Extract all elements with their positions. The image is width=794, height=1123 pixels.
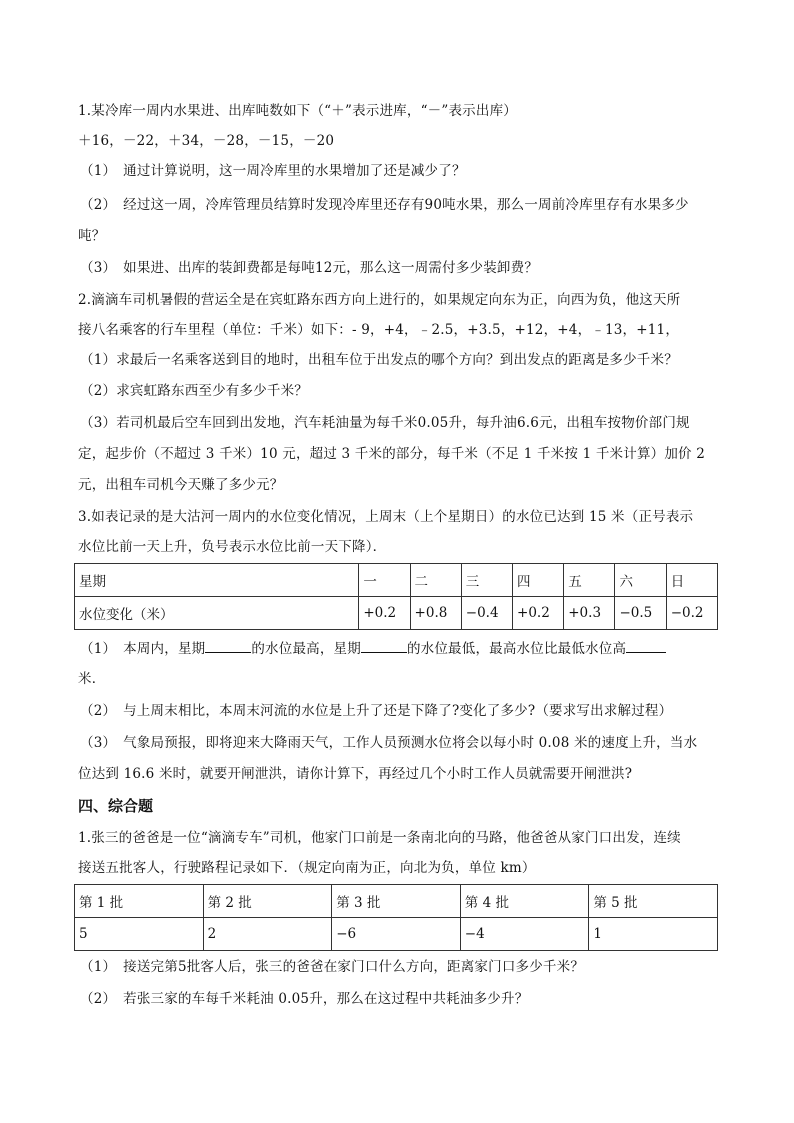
- table-cell-day: 二: [410, 564, 461, 597]
- water-level-table: [74, 563, 718, 630]
- table-cell-value: +0.2: [359, 597, 410, 630]
- q1-values: ＋16，－22，＋34，－28，－15，－20: [78, 133, 335, 149]
- q1-part3: （3） 如果进、出库的装卸费都是每吨12元，那么这一周需付多少装卸费？: [80, 260, 539, 276]
- table-cell-day: 四: [513, 564, 564, 597]
- q2-part3-line3: 元，出租车司机今天赚了多少元？: [78, 477, 284, 493]
- trip-distance-table: [74, 884, 718, 951]
- q3-part1-line1: [80, 637, 720, 659]
- s4-q1-stem-line1: 1.张三的爸爸是一位“滴滴专车”司机，他家门口前是一条南北向的马路，他爸爸从家门口出发，连续: [78, 830, 681, 846]
- table-row: [75, 564, 718, 597]
- table-cell-value: 1: [589, 918, 718, 951]
- table-header-cell: 第 1 批: [75, 885, 204, 918]
- q1-part2-line1: （2） 经过这一周，冷库管理员结算时发现冷库里还存有90吨水果，那么一周前冷库里存有水果多少: [80, 197, 689, 213]
- q3-stem-line2: 水位比前一天上升，负号表示水位比前一天下降）．: [78, 539, 387, 555]
- q3-part2: （2） 与上周末相比，本周末河流的水位是上升了还是下降了?变化了多少?（要求写出求解过程）: [80, 703, 673, 719]
- table-cell-day: 五: [564, 564, 615, 597]
- q1-part2-line2: 吨？: [78, 228, 106, 244]
- table-header-cell: 第 4 批: [460, 885, 589, 918]
- table-header-cell: 第 3 批: [332, 885, 461, 918]
- answer-blank[interactable]: [205, 637, 251, 653]
- table-row: [75, 918, 718, 951]
- table-cell-value: −4: [460, 918, 589, 951]
- q2-part3-line1: （3）若司机最后空车回到出发地，汽车耗油量为每千米0.05升，每升油6.6元，出租车按物价部门规: [80, 415, 690, 431]
- table-cell-day: 六: [615, 564, 666, 597]
- q3-part3-line2: 位达到 16.6 米时，就要开闸泄洪，请你计算下，再经过几个小时工作人员就需要开闸泄洪?: [78, 766, 633, 782]
- answer-blank[interactable]: [361, 637, 407, 653]
- table-cell-value: +0.2: [513, 597, 564, 630]
- table-cell-value: −0.4: [461, 597, 512, 630]
- q1-stem: 1.某冷库一周内水果进、出库吨数如下（“＋”表示进库，“－”表示出库）: [78, 103, 517, 119]
- q1-part1: （1） 通过计算说明，这一周冷库里的水果增加了还是减少了？: [80, 163, 466, 179]
- table-cell-value: −0.2: [666, 597, 717, 630]
- q3-part1-text-a: （1） 本周内，星期: [80, 641, 206, 657]
- q3-part3-line1: （3） 气象局预报，即将迎来大降雨天气，工作人员预测水位将会以每小时 0.08 米的速度上升，当水: [80, 735, 698, 751]
- table-row: [75, 885, 718, 918]
- q2-part3-line2: 定，起步价（不超过 3 千米）10 元，超过 3 千米的部分，每千米（不足 1 千米按 1 千米计算）加价 2: [78, 446, 706, 462]
- s4-q1-part1: （1） 接送完第5批客人后，张三的爸爸在家门口什么方向，距离家门口多少千米？: [80, 959, 585, 975]
- table-row: [75, 597, 718, 630]
- q3-stem-line1: 3.如表记录的是大沽河一周内的水位变化情况，上周末（上个星期日）的水位已达到 15 米（正号表示: [78, 509, 694, 525]
- q2-part2: （2）求宾虹路东西至少有多少千米？: [80, 383, 308, 399]
- table-cell-value: +0.8: [410, 597, 461, 630]
- q3-part1-text-b: 的水位最高，星期: [251, 641, 361, 657]
- table-cell-value: +0.3: [564, 597, 615, 630]
- table-header-cell: 第 2 批: [203, 885, 332, 918]
- s4-q1-part2: （2） 若张三家的车每千米耗油 0.05升，那么在这过程中共耗油多少升？: [80, 991, 529, 1007]
- s4-q1-stem-line2: 接送五批客人，行驶路程记录如下．（规定向南为正，向北为负，单位 km）: [78, 860, 536, 876]
- table-cell-label: 水位变化（米）: [75, 597, 359, 630]
- q2-stem-line1: 2.滴滴车司机暑假的营运全是在宾虹路东西方向上进行的，如果规定向东为正，向西为负，他这天所: [78, 292, 681, 308]
- q2-part1: （1）求最后一名乘客送到目的地时，出租车位于出发点的哪个方向？到出发点的距离是多少千米？: [80, 352, 678, 368]
- table-cell-value: 5: [75, 918, 204, 951]
- q3-part1-line2: 米．: [78, 671, 106, 687]
- answer-blank[interactable]: [626, 637, 666, 653]
- table-cell-value: −0.5: [615, 597, 666, 630]
- table-header-cell: 第 5 批: [589, 885, 718, 918]
- table-cell-day: 日: [666, 564, 717, 597]
- table-cell-value: −6: [332, 918, 461, 951]
- q2-stem-line2: 接八名乘客的行车里程（单位：千米）如下：- 9，+4，﹣2.5，+3.5，+12，+4，﹣13，+11，: [78, 322, 680, 338]
- section-heading: 四、综合题: [78, 797, 154, 815]
- table-cell-day: 三: [461, 564, 512, 597]
- table-cell-day: 一: [359, 564, 410, 597]
- q3-part1-text-c: 的水位最低，最高水位比最低水位高: [406, 641, 627, 657]
- table-cell-value: 2: [203, 918, 332, 951]
- table-cell-label: 星期: [75, 564, 359, 597]
